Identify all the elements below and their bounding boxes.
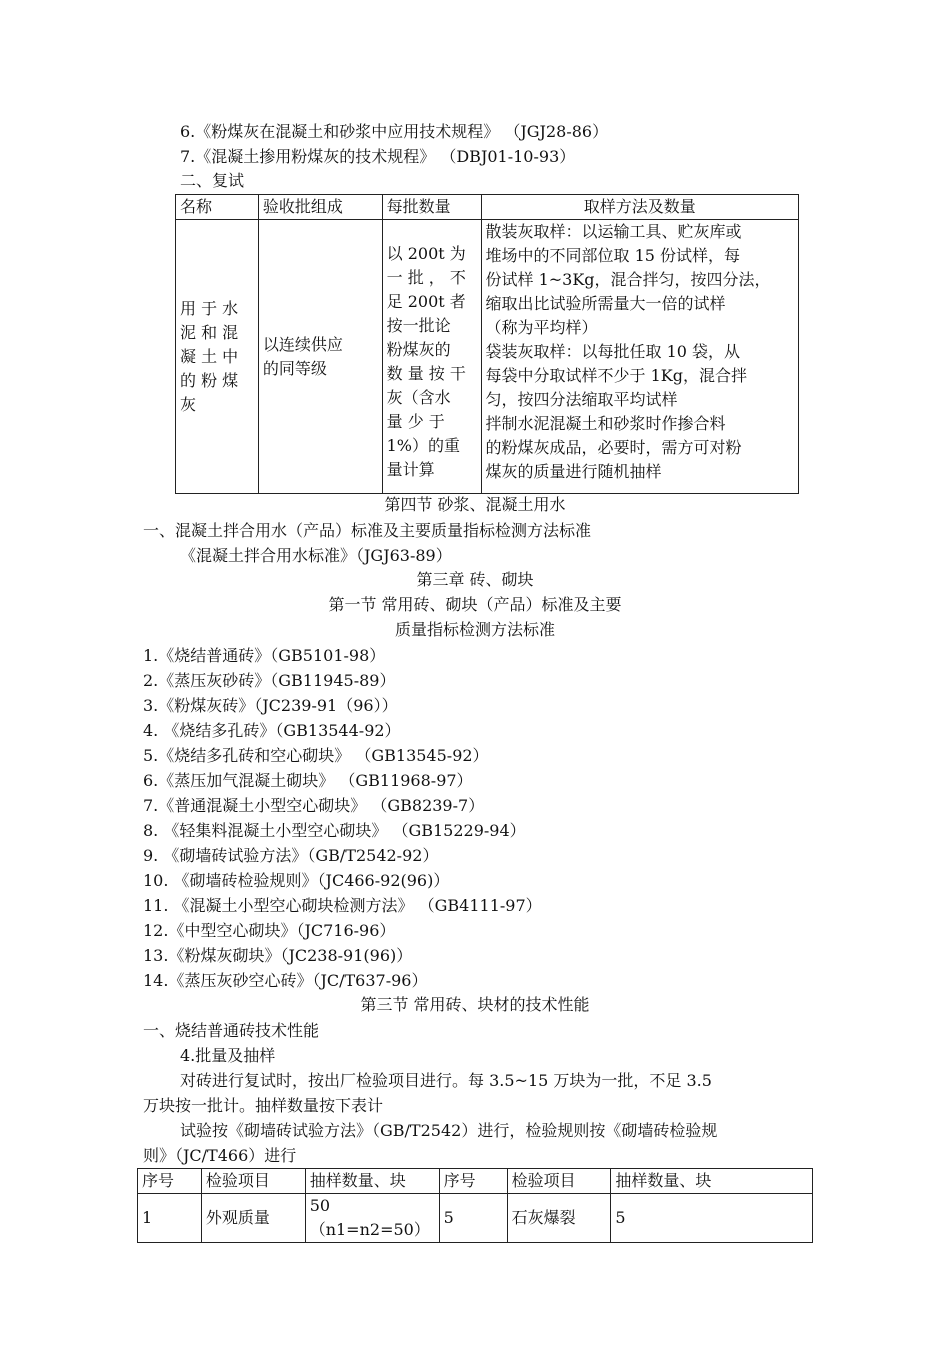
cell-line: 的粉煤灰成品，必要时，需方可对粉 <box>485 438 742 457</box>
paragraph-line: 则》（JC/T466）进行 <box>143 1146 297 1165</box>
table-cell: 石灰爆裂 <box>507 1194 611 1243</box>
table-cell: 5 <box>611 1194 813 1243</box>
standard-item: 14.《蒸压灰砂空心砖》（JC/T637-96） <box>143 971 428 990</box>
chapter-title: 第三章 砖、砌块 <box>416 570 534 589</box>
cell-line: 泥 和 混 <box>180 322 239 342</box>
cell-line: 袋装灰取样：以每批任取 10 袋，从 <box>485 342 741 361</box>
standard-line: 《混凝土拌合用水标准》（JGJ63-89） <box>180 546 452 565</box>
cell-line: 1%）的重 <box>386 435 461 455</box>
method-cell <box>481 220 799 494</box>
header-cell: 每批数量 <box>382 195 481 220</box>
table-cell: 50（n1=n2=50） <box>305 1194 439 1243</box>
standard-item: 4. 《烧结多孔砖》（GB13544-92） <box>143 721 401 740</box>
header-cell: 抽样数量、块 <box>611 1169 813 1194</box>
header-cell: 名称 <box>176 195 259 220</box>
cell-line: 一 批 ， 不 <box>386 267 466 287</box>
quantity-cell <box>382 220 481 494</box>
header-cell: 检验项目 <box>201 1169 305 1194</box>
standard-line: 7.《混凝土掺用粉煤灰的技术规程》 （DBJ01-10-93） <box>180 147 576 166</box>
batch-cell <box>258 220 382 494</box>
standard-item: 12.《中型空心砌块》（JC716-96） <box>143 921 396 940</box>
header-cell: 序号 <box>439 1169 507 1194</box>
paragraph-line: 万块按一批计。抽样数量按下表计 <box>143 1096 384 1115</box>
retest-table <box>175 194 799 494</box>
standard-item: 13.《粉煤灰砌块》（JC238-91(96)） <box>143 946 413 965</box>
standard-item: 1.《烧结普通砖》（GB5101-98） <box>143 646 386 665</box>
cell-line: 用 于 水 <box>180 298 239 318</box>
cell-line: 缩取出比试验所需量大一倍的试样 <box>485 294 726 313</box>
cell-line: 以连续供应 <box>262 334 343 354</box>
cell-line: 每袋中分取试样不少于 1Kg，混合拌 <box>485 366 747 385</box>
standard-item: 6.《蒸压加气混凝土砌块》 （GB11968-97） <box>143 771 473 790</box>
cell-line: 散装灰取样：以运输工具、贮灰库或 <box>485 222 742 241</box>
section-title: 第四节 砂浆、混凝土用水 <box>384 495 566 514</box>
standard-item: 3.《粉煤灰砖》（JC239-91（96）） <box>143 696 398 715</box>
cell-line: 灰（含水 <box>386 387 451 407</box>
table-cell: 1 <box>138 1194 202 1243</box>
cell-line: 数 量 按 干 <box>386 363 466 383</box>
standard-item: 11. 《混凝土小型空心砌块检测方法》 （GB4111-97） <box>143 896 542 915</box>
sampling-table <box>137 1168 813 1243</box>
paragraph-line: 试验按《砌墙砖试验方法》（GB/T2542）进行，检验规则按《砌墙砖检验规 <box>180 1121 718 1140</box>
section-title: 第三节 常用砖、块材的技术性能 <box>360 995 590 1014</box>
standard-item: 5.《烧结多孔砖和空心砌块》 （GB13545-92） <box>143 746 489 765</box>
cell-line: 以 200t 为 <box>386 243 466 263</box>
cell-line: 粉煤灰的 <box>386 339 451 359</box>
section-item: 一、烧结普通砖技术性能 <box>143 1021 320 1040</box>
cell-line: 煤灰的质量进行随机抽样 <box>485 462 662 481</box>
subsection-heading: 4.批量及抽样 <box>180 1046 276 1065</box>
cell-line: 灰 <box>180 394 197 414</box>
table-row <box>138 1194 813 1243</box>
cell-line: （称为平均样） <box>485 318 598 337</box>
table-header-row <box>138 1169 813 1194</box>
cell-line: 拌制水泥混凝土和砂浆时作掺合料 <box>485 414 726 433</box>
header-cell: 验收批组成 <box>258 195 382 220</box>
section-title: 第一节 常用砖、砌块（产品）标准及主要 <box>328 595 622 614</box>
section-heading: 二、复试 <box>180 171 245 190</box>
standard-item: 2.《蒸压灰砂砖》（GB11945-89） <box>143 671 396 690</box>
cell-line: 的 粉 煤 <box>180 370 239 390</box>
cell-line: 量计算 <box>386 459 435 479</box>
cell-line: 的同等级 <box>262 358 327 378</box>
table-cell: 5 <box>439 1194 507 1243</box>
table-header-row <box>176 195 799 220</box>
table-cell: 外观质量 <box>201 1194 305 1243</box>
paragraph-line: 对砖进行复试时，按出厂检验项目进行。每 3.5~15 万块为一批，不足 3.5 <box>180 1071 712 1090</box>
standard-item: 7.《普通混凝土小型空心砌块》 （GB8239-7） <box>143 796 485 815</box>
standard-line: 6.《粉煤灰在混凝土和砂浆中应用技术规程》 （JGJ28-86） <box>180 122 609 141</box>
section-title-cont: 质量指标检测方法标准 <box>394 620 555 639</box>
cell-line: 按一批论 <box>386 315 451 335</box>
standard-item: 9. 《砌墙砖试验方法》（GB/T2542-92） <box>143 846 439 865</box>
cell-line: 堆场中的不同部位取 15 份试样，每 <box>485 246 741 265</box>
cell-line: 匀，按四分法缩取平均试样 <box>485 390 678 409</box>
standard-item: 10. 《砌墙砖检验规则》（JC466-92(96)） <box>143 871 450 890</box>
cell-line: 量 少 于 <box>386 411 445 431</box>
cell-line: 足 200t 者 <box>386 291 466 311</box>
cell-line: 凝 土 中 <box>180 346 239 366</box>
header-cell: 检验项目 <box>507 1169 611 1194</box>
section-item: 一、混凝土拌合用水（产品）标准及主要质量指标检测方法标准 <box>143 521 592 540</box>
header-cell: 抽样数量、块 <box>305 1169 439 1194</box>
header-cell: 序号 <box>138 1169 202 1194</box>
table-row <box>176 220 799 494</box>
name-cell <box>176 220 259 494</box>
header-cell: 取样方法及数量 <box>481 195 799 220</box>
standard-item: 8. 《轻集料混凝土小型空心砌块》 （GB15229-94） <box>143 821 526 840</box>
cell-line: 份试样 1~3Kg，混合拌匀，按四分法， <box>485 270 771 289</box>
